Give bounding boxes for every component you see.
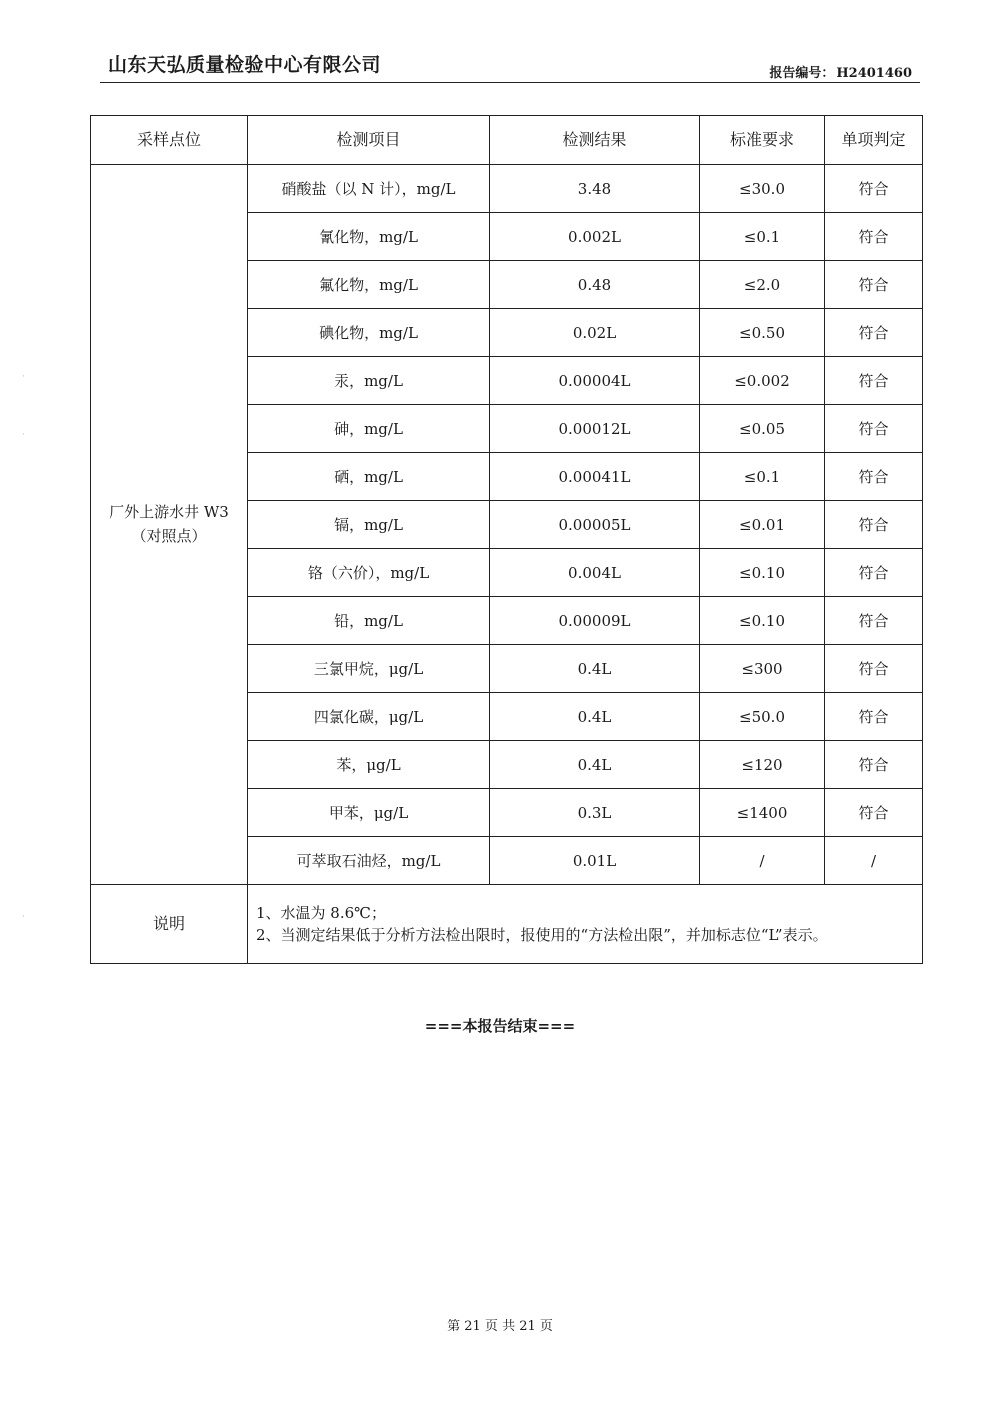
standard-cell: ≤120: [700, 741, 825, 789]
report-number-value: H2401460: [836, 66, 912, 81]
test-result-cell: 0.3L: [490, 789, 700, 837]
scan-artifact: ·: [22, 912, 25, 922]
table-header-row: [91, 116, 923, 165]
standard-cell: ≤1400: [700, 789, 825, 837]
test-item-cell: 汞，mg/L: [248, 357, 490, 405]
judgment-cell: 符合: [825, 597, 923, 645]
sampling-point-cell: [91, 165, 248, 885]
test-item-cell: 四氯化碳，μg/L: [248, 693, 490, 741]
judgment-cell: 符合: [825, 693, 923, 741]
page-number: 第 21 页 共 21 页: [447, 1319, 553, 1334]
company-name: 山东天弘质量检验中心有限公司: [108, 54, 382, 76]
standard-cell: ≤0.1: [700, 213, 825, 261]
test-result-cell: 0.4L: [490, 693, 700, 741]
standard-cell: ≤0.01: [700, 501, 825, 549]
standard-cell: ≤0.10: [700, 549, 825, 597]
report-number: [769, 62, 912, 81]
test-result-cell: 0.00041L: [490, 453, 700, 501]
judgment-cell: 符合: [825, 309, 923, 357]
test-item-cell: 镉，mg/L: [248, 501, 490, 549]
sampling-point-name: 厂外上游水井 W3: [109, 503, 229, 522]
judgment-cell: 符合: [825, 549, 923, 597]
notes-content: [248, 885, 923, 964]
test-result-cell: 0.00009L: [490, 597, 700, 645]
test-result-cell: 3.48: [490, 165, 700, 213]
notes-label: 说明: [91, 885, 248, 964]
standard-cell: ≤2.0: [700, 261, 825, 309]
column-header-test-result: 检测结果: [490, 116, 700, 165]
test-item-cell: 铬（六价），mg/L: [248, 549, 490, 597]
column-header-sampling-point: 采样点位: [91, 116, 248, 165]
test-result-cell: 0.004L: [490, 549, 700, 597]
column-header-test-item: 检测项目: [248, 116, 490, 165]
test-result-cell: 0.00005L: [490, 501, 700, 549]
standard-cell: ≤0.002: [700, 357, 825, 405]
test-item-cell: 硒，mg/L: [248, 453, 490, 501]
judgment-cell: 符合: [825, 501, 923, 549]
standard-cell: ≤0.05: [700, 405, 825, 453]
test-result-cell: 0.4L: [490, 741, 700, 789]
test-result-cell: 0.00012L: [490, 405, 700, 453]
test-result-cell: 0.02L: [490, 309, 700, 357]
note-line: 2、当测定结果低于分析方法检出限时，报使用的“方法检出限”，并加标志位“L”表示。: [256, 926, 828, 944]
sampling-point-note: （对照点）: [131, 526, 207, 545]
scan-artifact: ·: [22, 372, 25, 382]
test-item-cell: 氟化物，mg/L: [248, 261, 490, 309]
test-item-cell: 三氯甲烷，μg/L: [248, 645, 490, 693]
standard-cell: /: [700, 837, 825, 885]
results-table: [90, 115, 923, 964]
end-of-report-mark: ===本报告结束===: [424, 1017, 576, 1035]
standard-cell: ≤0.50: [700, 309, 825, 357]
judgment-cell: /: [825, 837, 923, 885]
judgment-cell: 符合: [825, 165, 923, 213]
judgment-cell: 符合: [825, 741, 923, 789]
judgment-cell: 符合: [825, 357, 923, 405]
column-header-standard: 标准要求: [700, 116, 825, 165]
standard-cell: ≤300: [700, 645, 825, 693]
test-item-cell: 碘化物，mg/L: [248, 309, 490, 357]
standard-cell: ≤30.0: [700, 165, 825, 213]
test-result-cell: 0.00004L: [490, 357, 700, 405]
scan-artifact: ·: [22, 430, 25, 440]
notes-row: [91, 885, 923, 964]
test-item-cell: 氰化物，mg/L: [248, 213, 490, 261]
test-item-cell: 硝酸盐（以 N 计），mg/L: [248, 165, 490, 213]
standard-cell: ≤50.0: [700, 693, 825, 741]
test-item-cell: 甲苯，μg/L: [248, 789, 490, 837]
standard-cell: ≤0.1: [700, 453, 825, 501]
test-item-cell: 砷，mg/L: [248, 405, 490, 453]
test-result-cell: 0.4L: [490, 645, 700, 693]
header-divider: [100, 82, 920, 83]
test-result-cell: 0.002L: [490, 213, 700, 261]
judgment-cell: 符合: [825, 261, 923, 309]
standard-cell: ≤0.10: [700, 597, 825, 645]
report-number-label: 报告编号：: [769, 66, 835, 81]
table-row: [91, 165, 923, 213]
judgment-cell: 符合: [825, 453, 923, 501]
test-result-cell: 0.01L: [490, 837, 700, 885]
test-item-cell: 苯，μg/L: [248, 741, 490, 789]
note-line: 1、水温为 8.6℃；: [256, 903, 386, 922]
test-item-cell: 铅，mg/L: [248, 597, 490, 645]
judgment-cell: 符合: [825, 405, 923, 453]
test-item-cell: 可萃取石油烃，mg/L: [248, 837, 490, 885]
judgment-cell: 符合: [825, 645, 923, 693]
test-result-cell: 0.48: [490, 261, 700, 309]
judgment-cell: 符合: [825, 789, 923, 837]
judgment-cell: 符合: [825, 213, 923, 261]
column-header-judgment: 单项判定: [825, 116, 923, 165]
